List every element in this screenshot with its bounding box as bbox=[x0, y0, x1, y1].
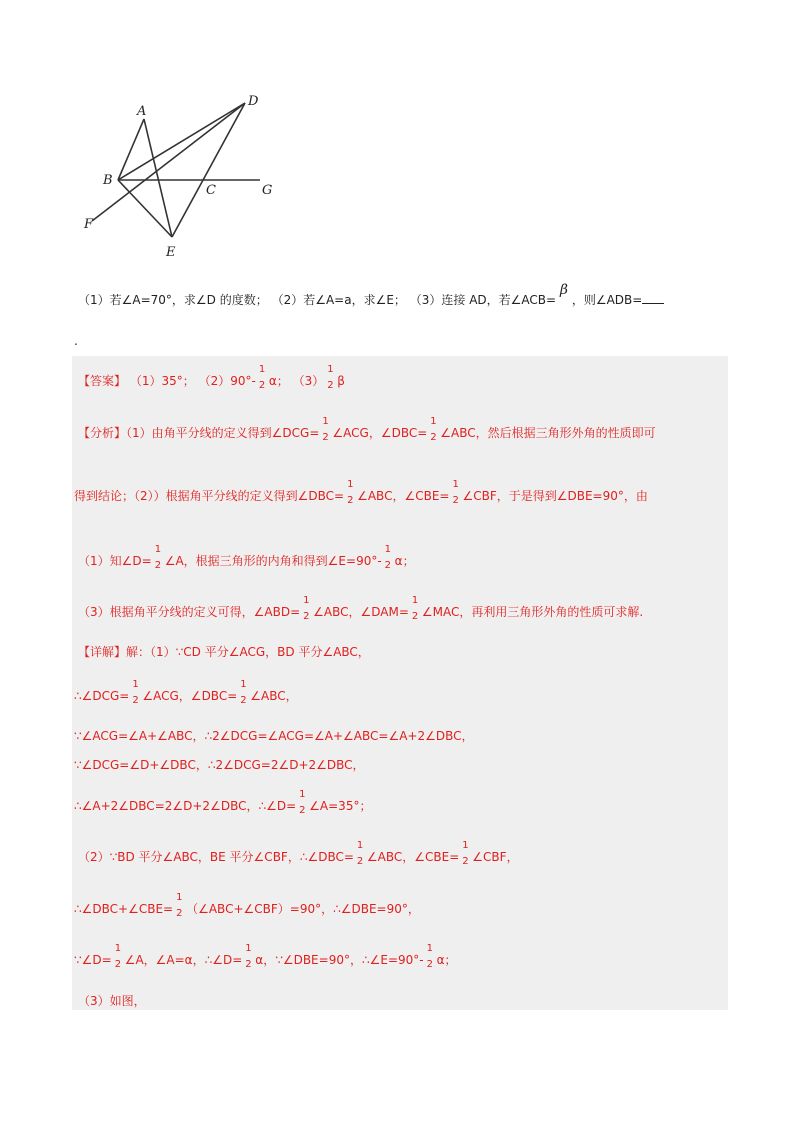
analysis-line-3 bbox=[78, 543, 415, 571]
answer-tag: 【答案】 bbox=[78, 374, 127, 388]
analysis-text: （3）根据角平分线的定义可得，∠ABD= bbox=[78, 605, 301, 619]
detail-tag: 【详解】 bbox=[78, 645, 127, 659]
fraction: 1 2 bbox=[154, 543, 162, 571]
detail-text: ∴∠DBC+∠CBE= bbox=[74, 902, 174, 916]
detail-text: （∠ABC+∠CBF）=90°，∴∠DBE=90°， bbox=[186, 902, 420, 916]
fraction: 1 2 bbox=[426, 942, 433, 970]
detail-line-2 bbox=[74, 678, 298, 706]
fraction: 1 2 bbox=[452, 478, 459, 506]
question-part2: （2）若∠A=a，求∠E； bbox=[271, 293, 406, 307]
fraction: 1 2 bbox=[384, 543, 392, 571]
answer-blank bbox=[642, 291, 664, 304]
analysis-text: ∠ACG，∠DBC= bbox=[332, 426, 428, 440]
detail-line-5 bbox=[74, 788, 372, 816]
fraction: 1 2 bbox=[258, 363, 266, 391]
fraction: 1 2 bbox=[411, 594, 419, 622]
answer-part3-pre: （3） bbox=[292, 374, 325, 388]
detail-text: ∵∠D= bbox=[74, 953, 112, 967]
line-FD bbox=[92, 103, 245, 221]
line-DE bbox=[172, 103, 245, 237]
line-BE bbox=[118, 180, 172, 237]
label-A: A bbox=[137, 104, 147, 119]
detail-text: ∠CBF， bbox=[472, 850, 519, 864]
question-part3-post: ，则∠ADB= bbox=[571, 293, 643, 307]
label-B: B bbox=[103, 173, 113, 188]
analysis-text: （1）由角平分线的定义得到∠DCG= bbox=[126, 426, 320, 440]
label-C: C bbox=[206, 183, 216, 198]
detail-line-3: ∵∠ACG=∠A+∠ABC，∴2∠DCG=∠ACG=∠A+∠ABC=∠A+2∠DBC， bbox=[74, 729, 474, 743]
analysis-text: ∠ABC，∠CBE= bbox=[357, 489, 450, 503]
label-E: E bbox=[166, 245, 176, 260]
detail-line-1 bbox=[78, 644, 370, 660]
analysis-text: （1）知∠D= bbox=[78, 554, 152, 568]
detail-line-6 bbox=[78, 839, 519, 867]
fraction: 1 2 bbox=[245, 942, 252, 970]
detail-text: ∠ABC， bbox=[250, 689, 298, 703]
answer-part2-pre: （2）90°- bbox=[198, 374, 256, 388]
question-part3-pre: （3）连接 AD，若∠ACB= bbox=[409, 293, 557, 307]
fraction: 1 2 bbox=[356, 839, 364, 867]
geometry-figure bbox=[78, 90, 288, 265]
analysis-text: ∠A，根据三角形的内角和得到∠E=90°- bbox=[164, 554, 382, 568]
fraction: 1 2 bbox=[132, 678, 139, 706]
fraction: 1 2 bbox=[176, 891, 183, 919]
fraction: 1 2 bbox=[303, 594, 310, 622]
fraction: 1 2 bbox=[462, 839, 469, 867]
detail-text: ∠ACG，∠DBC= bbox=[142, 689, 238, 703]
detail-text: ∠A，∠A=α，∴∠D= bbox=[124, 953, 243, 967]
detail-text: ∴∠A+2∠DBC=2∠D+2∠DBC，∴∠D= bbox=[74, 799, 297, 813]
fraction: 1 2 bbox=[322, 415, 329, 443]
fraction: 1 2 bbox=[240, 678, 247, 706]
analysis-line-4 bbox=[78, 594, 644, 622]
answer-line bbox=[78, 363, 345, 391]
analysis-text: ∠CBF，于是得到∠DBE=90°，由 bbox=[462, 489, 648, 503]
detail-text: 解：（1）∵CD 平分∠ACG，BD 平分∠ABC， bbox=[126, 645, 370, 659]
detail-text: α； bbox=[436, 953, 457, 967]
label-D: D bbox=[248, 94, 259, 109]
detail-text: ∴∠DCG= bbox=[74, 689, 130, 703]
detail-line-8 bbox=[74, 942, 457, 970]
label-F: F bbox=[84, 217, 94, 232]
analysis-text: ∠ABC，然后根据三角形外角的性质即可 bbox=[440, 426, 656, 440]
answer-part1: （1）35°； bbox=[129, 374, 195, 388]
analysis-text: α； bbox=[394, 554, 415, 568]
line-BA bbox=[118, 119, 144, 180]
fraction: 1 2 bbox=[347, 478, 354, 506]
analysis-text: 得到结论；（2））根据角平分线的定义得到∠DBC= bbox=[74, 489, 345, 503]
analysis-line-1 bbox=[78, 415, 656, 443]
detail-line-7 bbox=[74, 891, 420, 919]
analysis-line-2 bbox=[74, 478, 648, 506]
analysis-text: ∠MAC，再利用三角形外角的性质可求解. bbox=[421, 605, 644, 619]
detail-text: （2）∵BD 平分∠ABC，BE 平分∠CBF，∴∠DBC= bbox=[78, 850, 354, 864]
detail-text: ∠ABC，∠CBE= bbox=[366, 850, 460, 864]
detail-line-9: （3）如图， bbox=[78, 994, 146, 1008]
detail-text: ∠A=35°； bbox=[309, 799, 372, 813]
answer-part2-post: α； bbox=[268, 374, 289, 388]
analysis-text: ∠ABC，∠DAM= bbox=[313, 605, 409, 619]
fraction: 1 2 bbox=[430, 415, 437, 443]
question-period: . bbox=[74, 334, 78, 348]
analysis-tag: 【分析】 bbox=[78, 426, 127, 440]
question-line bbox=[78, 282, 664, 308]
detail-line-4: ∵∠DCG=∠D+∠DBC，∴2∠DCG=2∠D+2∠DBC， bbox=[74, 758, 365, 772]
question-part1: （1）若∠A=70°，求∠D 的度数； bbox=[78, 293, 268, 307]
answer-part3-post: β bbox=[337, 374, 345, 388]
fraction: 1 2 bbox=[114, 942, 122, 970]
fraction: 1 2 bbox=[299, 788, 306, 816]
label-G: G bbox=[262, 183, 273, 198]
fraction: 1 2 bbox=[327, 363, 334, 391]
beta-symbol: β bbox=[559, 282, 569, 298]
detail-text: α，∵∠DBE=90°，∴∠E=90°- bbox=[255, 953, 424, 967]
